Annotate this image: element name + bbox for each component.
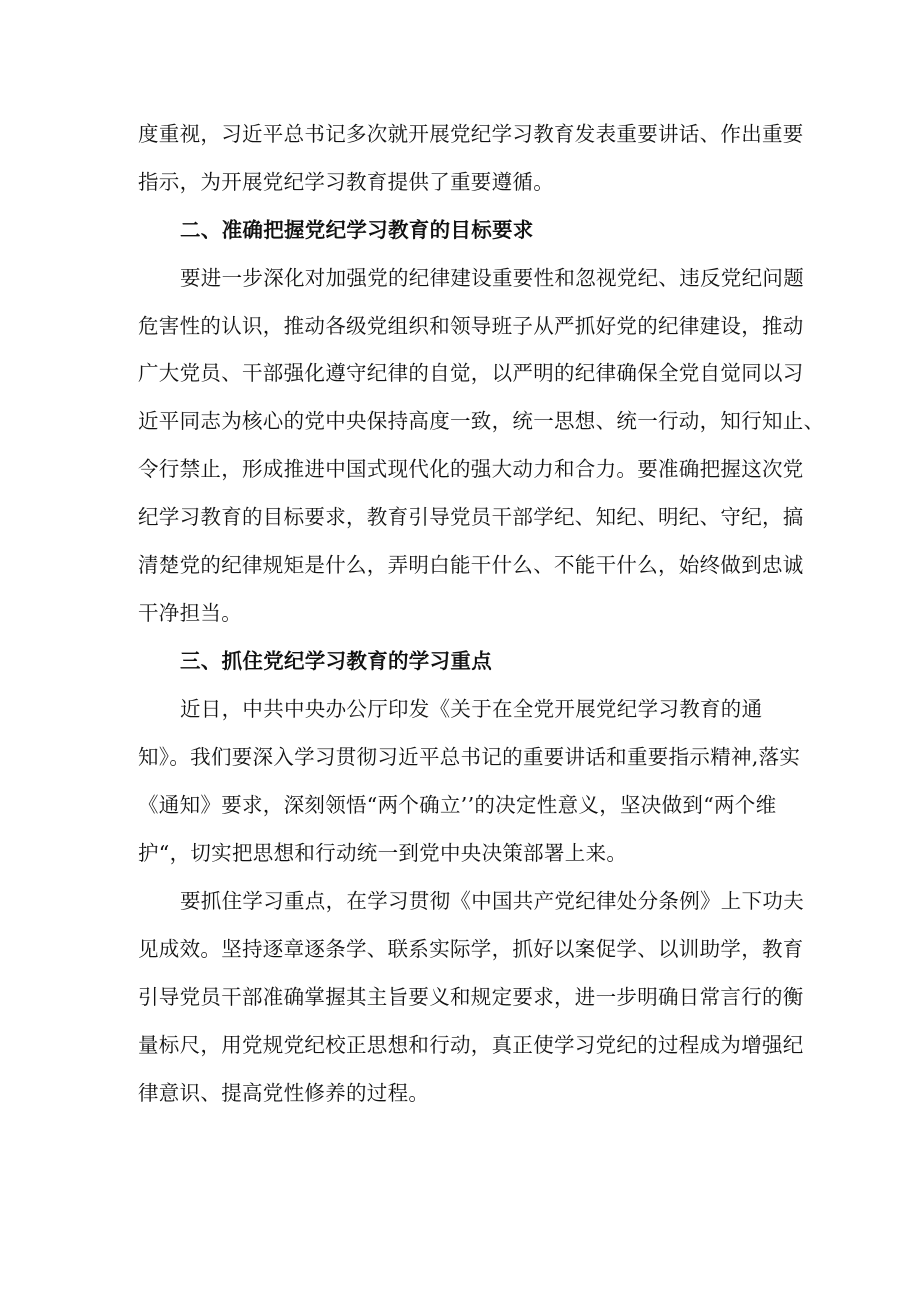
paragraph-line: 纪学习教育的目标要求，教育引导党员干部学纪、知纪、明纪、守纪，搞 (138, 505, 804, 529)
paragraph-line: 律意识、提高党性修养的过程。 (138, 1081, 430, 1105)
paragraph-line: 引导党员干部准确掌握其主旨要义和规定要求，进一步明确日常言行的衡 (138, 985, 804, 1009)
paragraph-line: 要抓住学习重点，在学习贯彻《中国共产党纪律处分条例》上下功夫 (180, 889, 804, 913)
paragraph-line: 令行禁止，形成推进中国式现代化的强大动力和合力。要准确把握这次党 (138, 457, 804, 481)
section-heading-3: 三、抓住党纪学习教育的学习重点 (180, 649, 492, 673)
paragraph-line: 近平同志为核心的党中央保持高度一致，统一思想、统一行动，知行知止、 (138, 409, 825, 433)
paragraph-line: 干净担当。 (138, 601, 242, 625)
paragraph-line: 危害性的认识，推动各级党组织和领导班子从严抓好党的纪律建设，推动 (138, 314, 804, 338)
paragraph-line: 度重视，习近平总书记多次就开展党纪学习教育发表重要讲话、作出重要 (138, 122, 804, 146)
paragraph-line: 见成效。坚持逐章逐条学、联系实际学，抓好以案促学、以训助学，教育 (138, 937, 804, 961)
paragraph-line: 量标尺，用党规党纪校正思想和行动，真正使学习党纪的过程成为增强纪 (138, 1033, 804, 1057)
paragraph-line: 清楚党的纪律规矩是什么，弄明白能干什么、不能干什么，始终做到忠诚 (138, 553, 804, 577)
paragraph-line: 知》。我们要深入学习贯彻习近平总书记的重要讲话和重要指示精神,落实 (138, 745, 801, 769)
paragraph-line: 护“，切实把思想和行动统一到党中央决策部署上来。 (138, 841, 628, 865)
paragraph-line: 要进一步深化对加强党的纪律建设重要性和忽视党纪、违反党纪问题 (180, 266, 804, 290)
paragraph-line: 指示，为开展党纪学习教育提供了重要遵循。 (138, 170, 554, 194)
paragraph-line: 《通知》要求，深刻领悟“两个确立’’的决定性意义，坚决做到“两个维 (138, 793, 777, 817)
paragraph-line: 广大党员、干部强化遵守纪律的自觉，以严明的纪律确保全党自觉同以习 (138, 361, 804, 385)
section-heading-2: 二、准确把握党纪学习教育的目标要求 (180, 218, 534, 242)
paragraph-line: 近日，中共中央办公厅印发《关于在全党开展党纪学习教育的通 (180, 697, 763, 721)
